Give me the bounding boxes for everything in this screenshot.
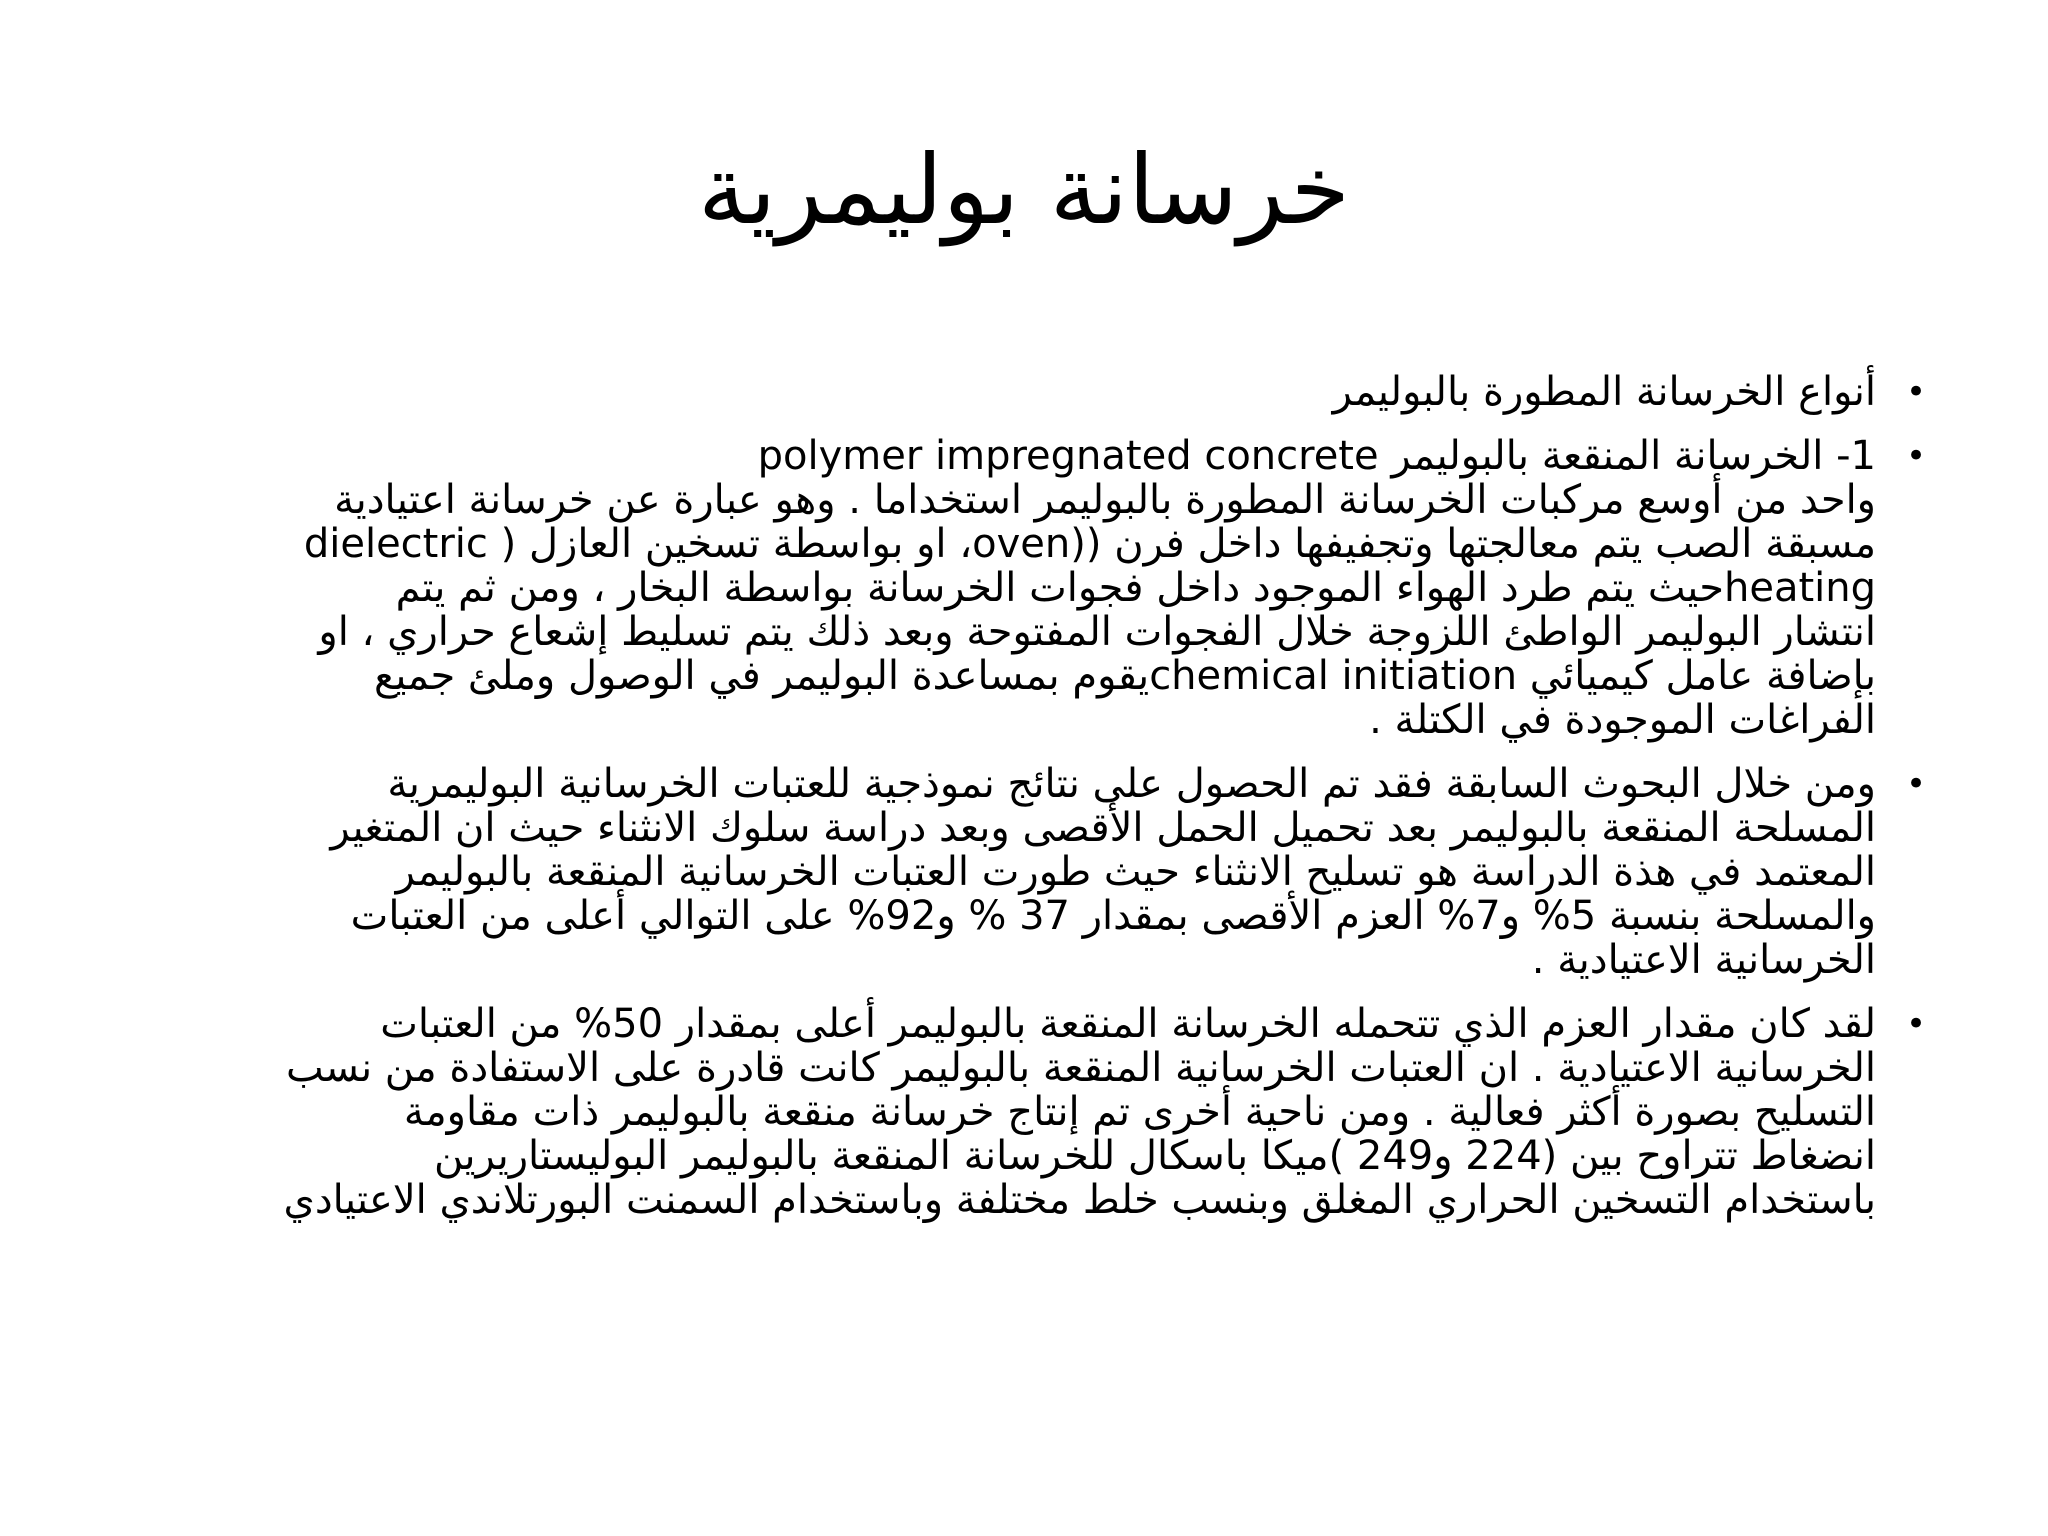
bullet-icon: •: [1905, 764, 1927, 804]
bullet-text: [128, 1002, 1876, 1222]
text-line: heatingحيث يتم طرد الهواء الموجود داخل فجوات الخرسانة بواسطة البخار ، ومن ثم يتم: [395, 565, 1876, 611]
bullet-item-research-results: [128, 762, 1936, 982]
bullet-item-impregnated-concrete: [128, 434, 1936, 742]
text-line: 1- الخرسانة المنقعة بالبوليمر polymer impregnated concrete: [757, 433, 1876, 479]
bullet-item-types: [128, 370, 1936, 414]
text-line: ومن خلال البحوث السابقة فقد تم الحصول على نتائج نموذجية للعتبات الخرسانية البوليمرية: [387, 761, 1876, 807]
bullet-text: [128, 762, 1876, 982]
text-line: التسليح بصورة أكثر فعالية . ومن ناحية أخرى تم إنتاج خرسانة منقعة بالبوليمر ذات مقاومة: [403, 1089, 1876, 1135]
text-line: انتشار البوليمر الواطئ اللزوجة خلال الفجوات المفتوحة وبعد ذلك يتم تسليط إشعاع حراري ، او: [318, 609, 1876, 655]
text-line: بإضافة عامل كيميائي chemical initiationيقوم بمساعدة البوليمر في الوصول وملئ جميع: [374, 653, 1876, 699]
text-line: أنواع الخرسانة المطورة بالبوليمر: [1332, 369, 1876, 415]
bullet-icon: •: [1905, 372, 1927, 412]
text-line: باستخدام التسخين الحراري المغلق وبنسب خلط مختلفة وباستخدام السمنت البورتلاندي الاعتيادي: [283, 1177, 1876, 1223]
text-line: الخرسانية الاعتيادية .: [1531, 937, 1876, 983]
bullet-list: [128, 370, 1936, 1222]
text-line: والمسلحة بنسبة 5% و7% العزم الأقصى بمقدار 37 % و92% على التوالي أعلى من العتبات: [350, 893, 1876, 939]
bullet-icon: •: [1905, 1004, 1927, 1044]
text-line: المسلحة المنقعة بالبوليمر بعد تحميل الحمل الأقصى وبعد دراسة سلوك الانثناء حيث ان المتغير: [330, 805, 1876, 851]
bullet-text: [128, 370, 1876, 414]
bullet-text: [128, 434, 1876, 742]
text-line: الخرسانية الاعتيادية . ان العتبات الخرسانية المنقعة بالبوليمر كانت قادرة على الاستفادة من نسب: [286, 1045, 1876, 1091]
slide-title: خرسانة بوليمرية: [698, 134, 1350, 246]
text-line: واحد من أوسع مركبات الخرسانة المطورة بالبوليمر استخداما . وهو عبارة عن خرسانة اعتيادية: [334, 477, 1876, 523]
bullet-item-moment-capacity: [128, 1002, 1936, 1222]
text-line: الفراغات الموجودة في الكتلة .: [1369, 697, 1876, 743]
slide-content: [128, 370, 1936, 1242]
text-line: لقد كان مقدار العزم الذي تتحمله الخرسانة المنقعة بالبوليمر أعلى بمقدار 50% من العتبات: [380, 1001, 1876, 1047]
text-line: انضغاط تتراوح بين (224 و249 )ميكا باسكال للخرسانة المنقعة بالبوليمر البوليستاريرين: [433, 1133, 1876, 1179]
text-line: المعتمد في هذة الدراسة هو تسليح الانثناء حيث طورت العتبات الخرسانية المنقعة بالبوليمر: [395, 849, 1876, 895]
bullet-icon: •: [1905, 436, 1927, 476]
text-line: مسبقة الصب يتم معالجتها وتجفيفها داخل فرن ((oven، او بواسطة تسخين العازل ( dielectric: [303, 521, 1876, 567]
